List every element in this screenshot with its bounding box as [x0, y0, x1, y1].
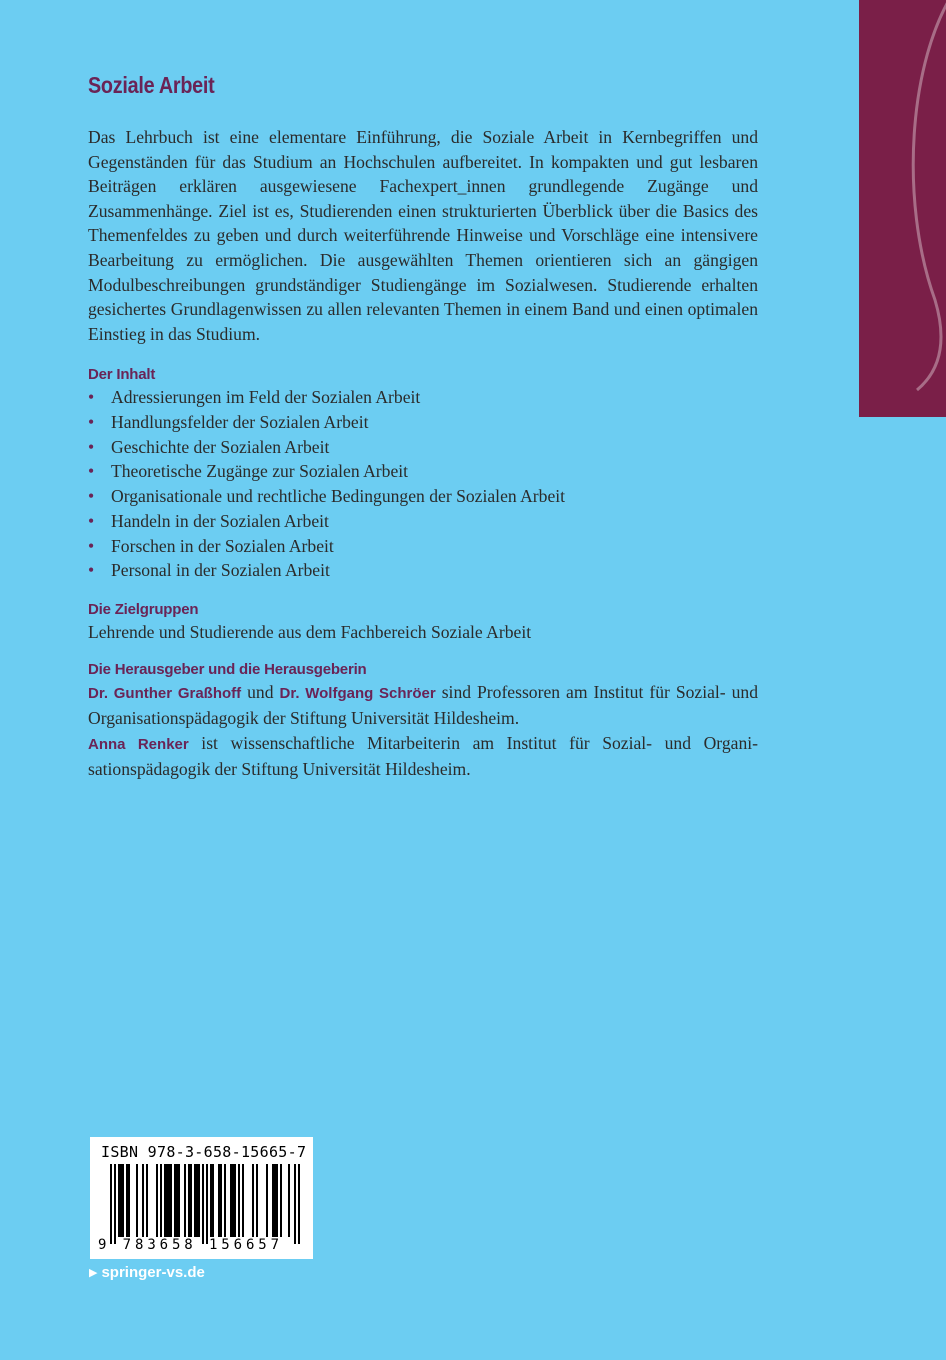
- audience-heading: Die Zielgruppen: [88, 600, 199, 618]
- list-item-label: Personal in der Sozialen Arbeit: [111, 560, 330, 581]
- back-cover-content: [88, 72, 758, 782]
- barcode-bar: [298, 1164, 300, 1244]
- audience-text: Lehrende und Studierende aus dem Fachbereich Soziale Arbeit: [88, 621, 532, 642]
- barcode-bar: [166, 1164, 168, 1237]
- barcode-bar: [174, 1164, 176, 1237]
- barcode-bar: [196, 1164, 198, 1237]
- barcode-bar: [294, 1164, 296, 1244]
- barcode-bar: [206, 1164, 208, 1244]
- editors-text: [88, 680, 758, 782]
- editor-bio: ist wissenschaftliche Mitarbeiterin am Institut für Sozial- und Organisationspädagogik der Stiftung Universität Hildesheim.: [88, 732, 758, 780]
- barcode-bar: [118, 1164, 120, 1237]
- list-item: [88, 558, 758, 583]
- list-item: [88, 484, 758, 509]
- contents-list: [88, 385, 758, 583]
- list-item: [88, 435, 758, 460]
- list-item-label: Geschichte der Sozialen Arbeit: [111, 436, 330, 457]
- barcode-bar: [198, 1164, 200, 1237]
- barcode-bar: [252, 1164, 254, 1237]
- barcode-bar: [230, 1164, 232, 1237]
- barcode-bar: [190, 1164, 192, 1237]
- barcode-bar: [202, 1164, 204, 1244]
- bullet-icon: •: [88, 387, 95, 408]
- editor-name: Dr. Wolfgang Schröer: [279, 684, 436, 702]
- bullet-icon: •: [88, 412, 95, 433]
- list-item-label: Forschen in der Sozialen Arbeit: [111, 535, 334, 556]
- barcode-bar: [212, 1164, 214, 1237]
- barcode-bar: [126, 1164, 128, 1237]
- editors-heading: Die Herausgeber und die Herausgeberin: [88, 660, 367, 678]
- isbn-label: ISBN 978-3-658-15665-7: [101, 1143, 307, 1161]
- barcode-bar: [136, 1164, 138, 1237]
- list-item-label: Organisationale und rechtliche Bedingungen der Sozialen Arbeit: [111, 486, 566, 507]
- list-item: [88, 509, 758, 534]
- barcode-bar: [274, 1164, 276, 1237]
- bullet-icon: •: [88, 461, 95, 482]
- book-title: Soziale Arbeit: [88, 72, 215, 98]
- publisher-link[interactable]: [89, 1264, 205, 1281]
- barcode-bar: [164, 1164, 166, 1237]
- barcode-bar: [232, 1164, 234, 1237]
- barcode-bar: [194, 1164, 196, 1237]
- barcode-bar: [242, 1164, 244, 1237]
- list-item: [88, 459, 758, 484]
- intro-paragraph: Das Lehrbuch ist eine elementare Einführung, die Soziale Arbeit in Kernbegriffen und Gegenständen für das Studium an Hochschulen aufbereitet. In kompakten und gut lesbaren Beiträgen erklären ausgewiesene Fachexpert_innen grundlegende Zugänge und Zusammenhänge. Ziel ist es, Studierenden einen strukturierten Überblick über die Basics des Themenfeldes zu geben und durch weiterführende Hinweise und Vorschläge eine intensivere Bearbeitung zu ermöglichen. Die ausgewählten Themen orientieren sich an gängigen Modulbeschreibungen grundständiger Studiengänge im Sozialwesen. Studierende erhalten gesichertes Grundlagenwissen zu allen relevanten Themen in einem Band und einen optimalen Einstieg in das Studium.: [88, 127, 758, 344]
- bullet-icon: •: [88, 486, 95, 507]
- list-item-label: Handlungsfelder der Sozialen Arbeit: [111, 412, 369, 433]
- bullet-icon: •: [88, 560, 95, 581]
- barcode-bar: [266, 1164, 268, 1237]
- barcode-bar: [168, 1164, 170, 1237]
- barcode-digits: 9 783658 156657: [98, 1237, 283, 1253]
- list-item-label: Adressierungen im Feld der Sozialen Arbeit: [111, 387, 421, 408]
- barcode-bar: [122, 1164, 124, 1237]
- list-item: [88, 410, 758, 435]
- barcode-bar: [146, 1164, 148, 1237]
- editors-section: [88, 661, 758, 782]
- barcode-bar: [110, 1164, 112, 1244]
- barcode-bar: [114, 1164, 116, 1244]
- editors-connector: und: [241, 681, 280, 702]
- barcode-bar: [170, 1164, 172, 1237]
- barcode-bar: [176, 1164, 178, 1237]
- bullet-icon: •: [88, 535, 95, 556]
- bullet-icon: •: [88, 510, 95, 531]
- barcode-bar: [210, 1164, 212, 1237]
- list-item-label: Theoretische Zugänge zur Sozialen Arbeit: [111, 461, 409, 482]
- list-item: [88, 385, 758, 410]
- barcode-bar: [220, 1164, 222, 1237]
- publisher-url: springer-vs.de: [101, 1264, 205, 1281]
- isbn-barcode: [90, 1137, 313, 1259]
- list-item-label: Handeln in der Sozialen Arbeit: [111, 510, 329, 531]
- editor-name: Anna Renker: [88, 735, 189, 753]
- barcode-bar: [288, 1164, 290, 1237]
- barcode-bar: [276, 1164, 278, 1237]
- editor-name: Dr. Gunther Graßhoff: [88, 684, 242, 702]
- barcode-bar: [184, 1164, 186, 1237]
- barcode-bar: [142, 1164, 144, 1237]
- contents-heading: Der Inhalt: [88, 366, 156, 384]
- barcode-bar: [238, 1164, 240, 1237]
- barcode-bar: [280, 1164, 282, 1237]
- list-item: [88, 534, 758, 559]
- barcode-bar: [188, 1164, 190, 1237]
- barcode-bar: [156, 1164, 158, 1237]
- barcode-bar: [120, 1164, 122, 1237]
- barcode-bar: [178, 1164, 180, 1237]
- barcode-bar: [256, 1164, 258, 1237]
- barcode-bar: [128, 1164, 130, 1237]
- contents-section: [88, 366, 758, 583]
- barcode-bar: [224, 1164, 226, 1237]
- decorative-side-band: [859, 0, 946, 417]
- barcode-bar: [234, 1164, 236, 1237]
- barcode-bar: [272, 1164, 274, 1237]
- swirl-decoration: [859, 0, 946, 417]
- barcode-bar: [218, 1164, 220, 1237]
- barcode-bar: [160, 1164, 162, 1237]
- audience-section: [88, 601, 758, 645]
- editors-bio: sind Professoren am Institut für Sozial- und Organisationspädagogik der Stiftung Universität Hildesheim.: [88, 681, 759, 729]
- arrow-right-icon: ▶: [89, 1267, 98, 1279]
- bullet-icon: •: [88, 436, 95, 457]
